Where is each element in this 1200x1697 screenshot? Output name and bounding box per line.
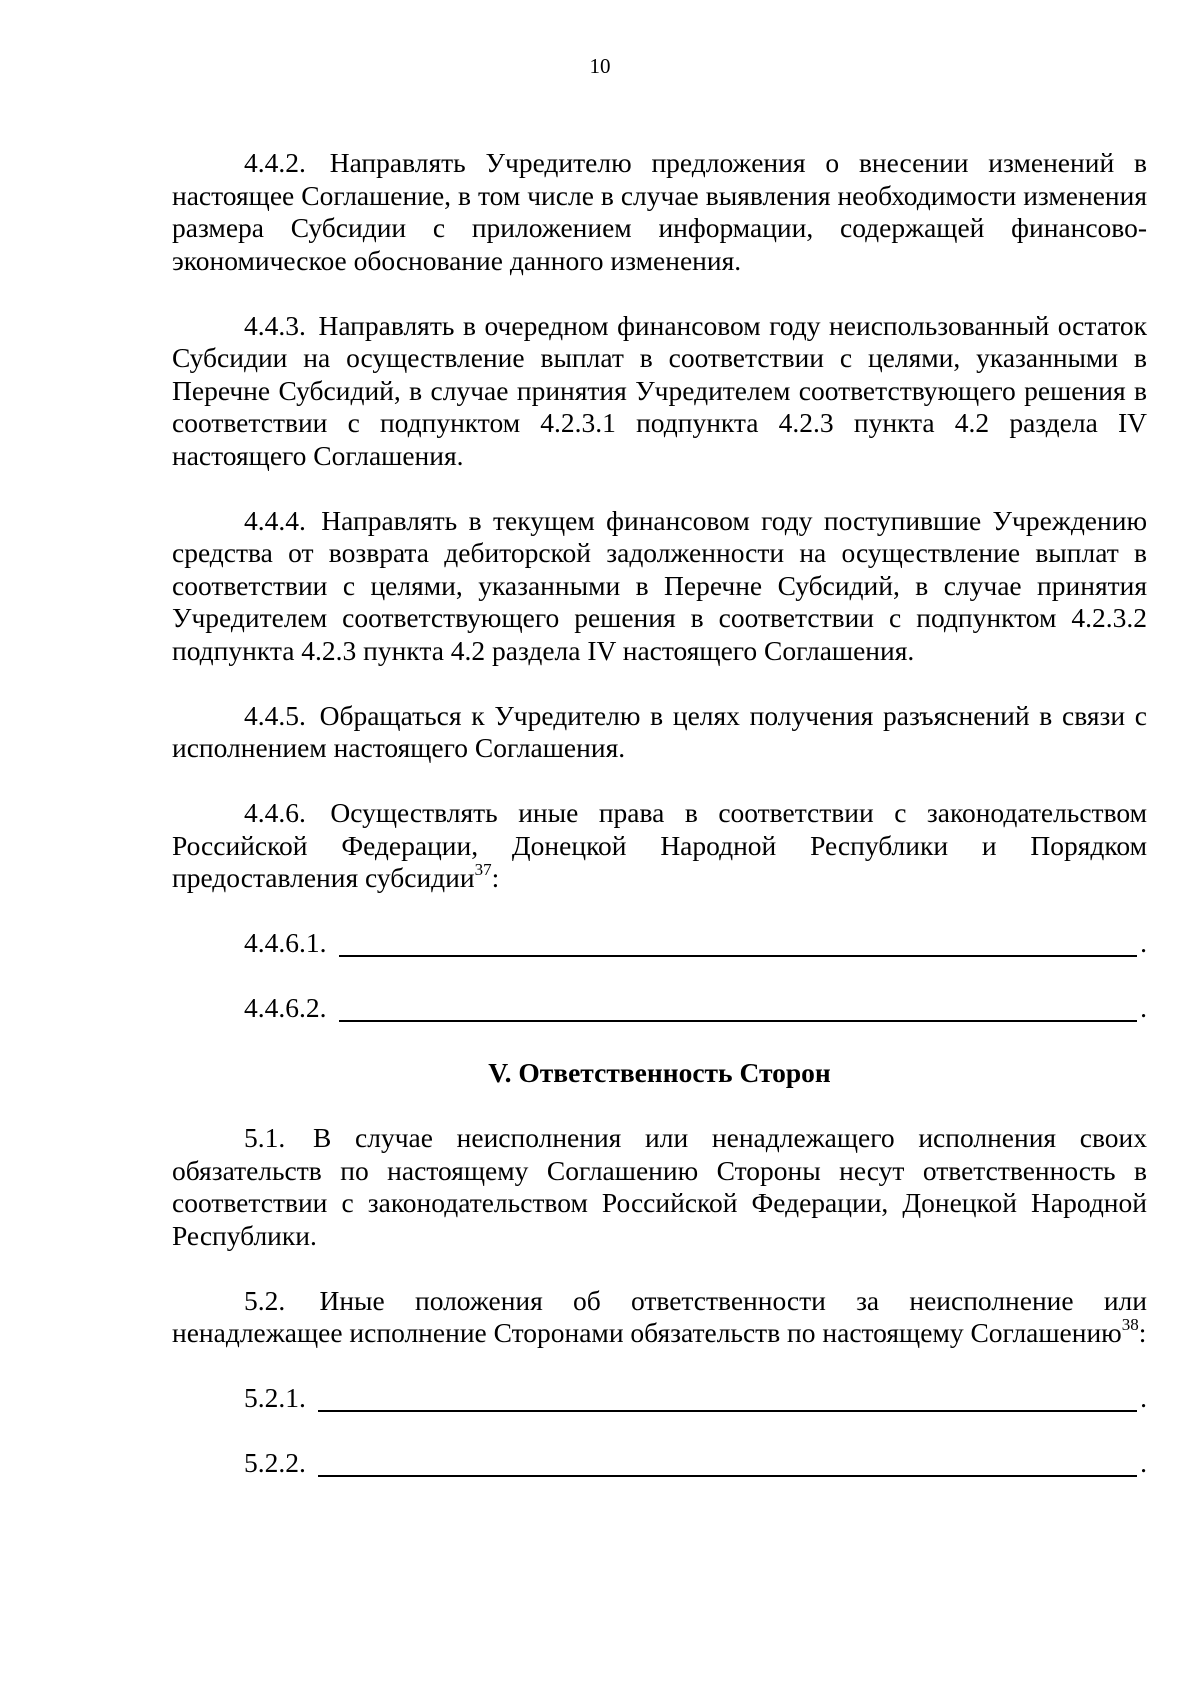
blank-underline: [318, 1455, 1137, 1477]
clause-number: 4.4.3.: [244, 309, 306, 341]
clause-number: 5.2.1.: [244, 1382, 306, 1413]
clause-number: 4.4.5.: [244, 699, 306, 731]
clause-tail: :: [1138, 1317, 1147, 1348]
clause-4-4-6: [172, 797, 1147, 895]
clause-number: 4.4.6.: [244, 797, 306, 828]
clause-4-4-2: [172, 147, 1147, 277]
page-number: 10: [589, 54, 611, 78]
footnote-ref-37: 37: [474, 860, 492, 879]
clause-4-4-3: [172, 310, 1147, 473]
clause-number: 4.4.6.2.: [244, 992, 327, 1023]
clause-number: 4.4.6.1.: [244, 927, 327, 958]
clause-number: 5.1.: [244, 1122, 286, 1153]
blank-underline: [339, 1000, 1138, 1022]
line-end-dot: .: [1140, 1382, 1147, 1413]
fill-in-line-4-4-6-2: [172, 992, 1147, 1025]
clause-text: Направлять Учредителю предложения о внесении изменений в настоящее Соглашение, в том числе в случае выявления необходимости изменения размера Субсидии с приложением информации, содержащей финансово-экономическое обоснование данного изменения.: [172, 147, 1147, 276]
clause-text: Направлять в очередном финансовом году неиспользованный остаток Субсидии на осуществление выплат в соответствии с целями, указанными в Перечне Субсидий, в случае принятия Учредителем соответствующего решения в соответствии с подпунктом 4.2.3.1 подпункта 4.2.3 пункта 4.2 раздела IV настоящего Соглашения.: [172, 309, 1147, 471]
line-end-dot: .: [1140, 1447, 1147, 1478]
clause-text: Направлять в текущем финансовом году поступившие Учреждению средства от возврата дебиторской задолженности на осуществление выплат в соответствии с целями, указанными в Перечне Субсидий, в случае принятия Учредителем соответствующего решения в соответствии с подпунктом 4.2.3.2 подпункта 4.2.3 пункта 4.2 раздела IV настоящего Соглашения.: [172, 504, 1147, 666]
clause-5-1: [172, 1122, 1147, 1252]
clause-tail: :: [491, 862, 500, 893]
footnote-ref-38: 38: [1121, 1315, 1139, 1334]
blank-underline: [339, 935, 1138, 957]
section-title: V. Ответственность Сторон: [488, 1057, 831, 1088]
clause-text: В случае неисполнения или ненадлежащего исполнения своих обязательств по настоящему Соглашению Стороны несут ответственность в соответствии с законодательством Российской Федерации, Донецкой Народной Республики.: [172, 1122, 1147, 1251]
clause-text: Осуществлять иные права в соответствии с законодательством Российской Федерации, Донецкой Народной Республики и Порядком предоставления субсидии: [172, 797, 1148, 893]
clause-number: 5.2.2.: [244, 1447, 306, 1478]
blank-underline: [318, 1390, 1137, 1412]
document-body: [172, 147, 1147, 1480]
clause-number: 5.2.: [244, 1284, 286, 1316]
clause-4-4-4: [172, 505, 1147, 668]
clause-4-4-5: [172, 700, 1147, 765]
fill-in-line-5-2-2: [172, 1447, 1147, 1480]
fill-in-line-5-2-1: [172, 1382, 1147, 1415]
clause-text: Иные положения об ответственности за неисполнение или ненадлежащее исполнение Сторонами обязательств по настоящему Соглашению: [172, 1284, 1147, 1348]
line-end-dot: .: [1140, 927, 1147, 958]
clause-5-2: [172, 1285, 1147, 1350]
clause-number: 4.4.4.: [244, 504, 306, 536]
line-end-dot: .: [1140, 992, 1147, 1023]
fill-in-line-4-4-6-1: [172, 927, 1147, 960]
clause-text: Обращаться к Учредителю в целях получения разъяснений в связи с исполнением настоящего Соглашения.: [172, 699, 1147, 763]
clause-number: 4.4.2.: [244, 147, 306, 178]
